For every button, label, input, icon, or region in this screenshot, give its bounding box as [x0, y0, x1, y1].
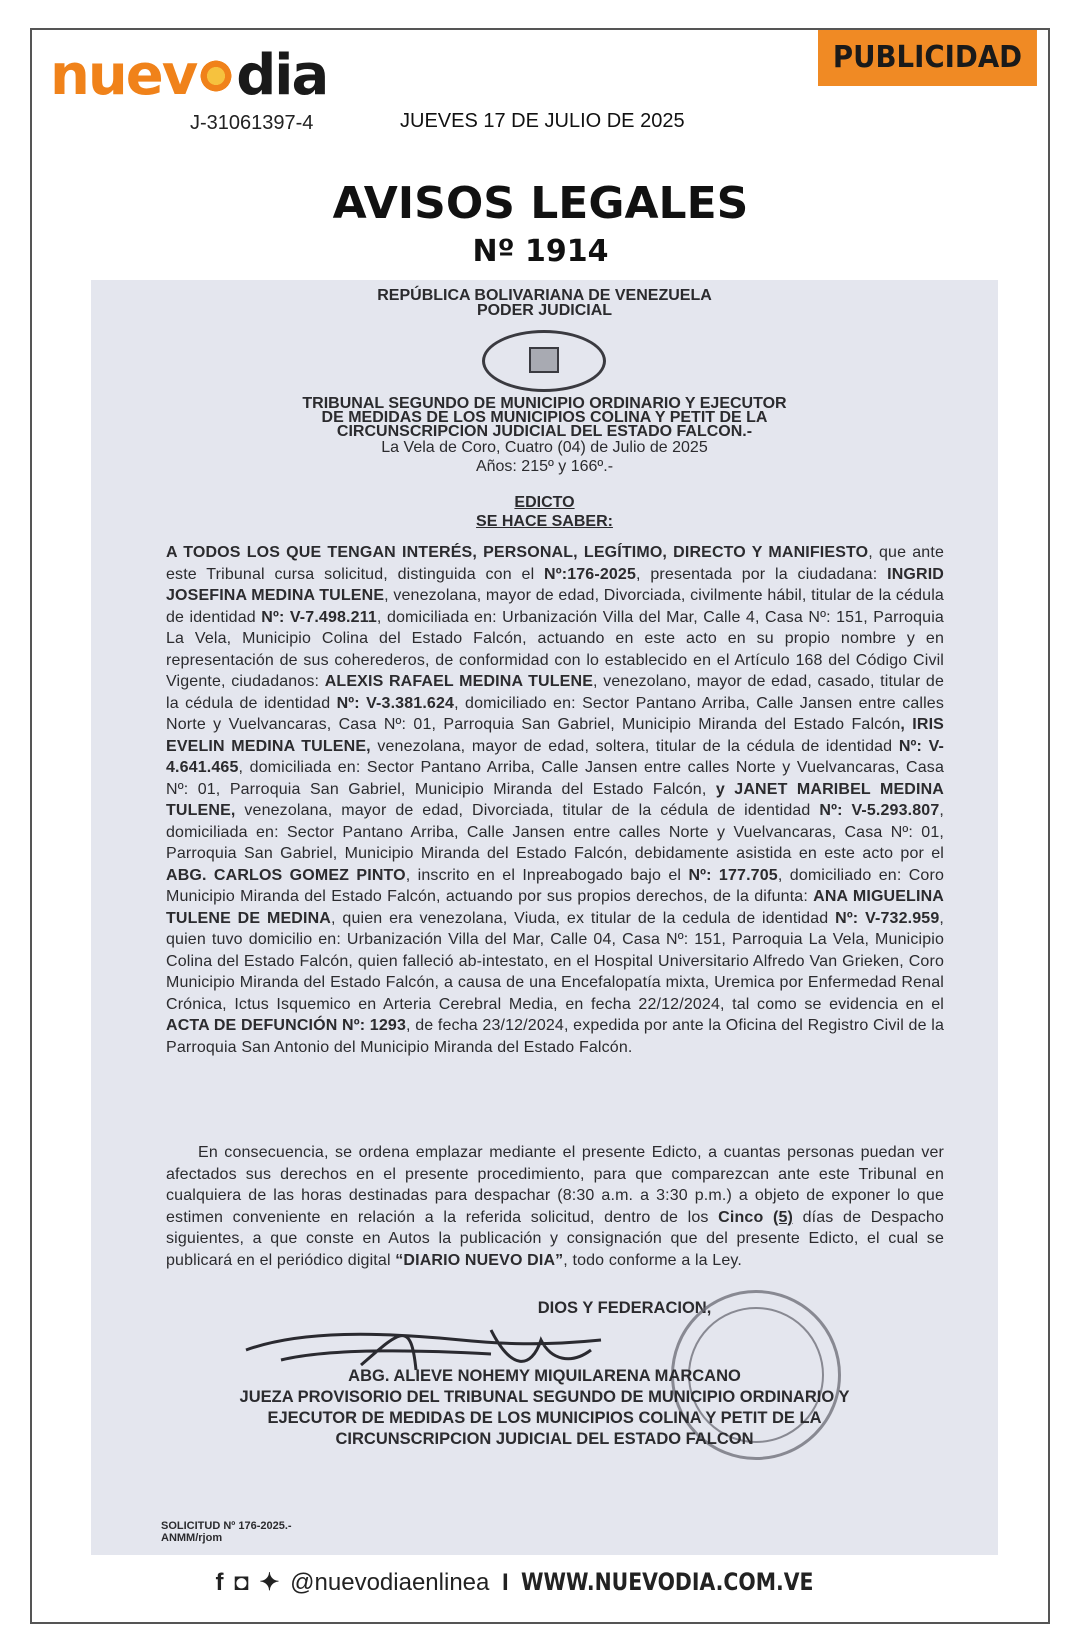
years-line: Años: 215º y 166º.-: [475, 458, 614, 475]
judicial-header: PODER JUDICIAL: [476, 302, 613, 319]
instagram-icon[interactable]: ◘: [234, 1569, 249, 1596]
facebook-icon[interactable]: f: [215, 1569, 224, 1596]
publication-date: JUEVES 17 DE JULIO DE 2025: [400, 110, 685, 132]
signer-role-3: CIRCUNSCRIPCION JUDICIAL DEL ESTADO FALCON: [335, 1430, 754, 1448]
notice-number: Nº 1914: [472, 234, 609, 269]
logo-text-part2: dia: [236, 43, 328, 108]
edicto-heading: EDICTO: [514, 494, 575, 511]
twitter-icon[interactable]: ✦: [259, 1569, 280, 1596]
rif-number: J-31061397-4: [190, 112, 314, 134]
footer-separator: I: [502, 1569, 509, 1596]
court-line-3: CIRCUNSCRIPCION JUDICIAL DEL ESTADO FALCON.-: [336, 423, 753, 440]
footer: [0, 1568, 1081, 1597]
website-link[interactable]: WWW.NUEVODIA.COM.VE: [521, 1568, 814, 1596]
edict-body-paragraph: A TODOS LOS QUE TENGAN INTERÉS, PERSONAL, LEGÍTIMO, DIRECTO Y MANIFIESTO, que ante este Tribunal cursa solicitud, distinguida con el Nº:176-2025, presentada por la ciudadana: INGRID JOSEFINA MEDINA TULENE, venezolana, mayor de edad, Divorciada, civilmente hábil, titular de la cédula de identidad Nº: V-7.498.211, domiciliada en: Urbanización Villa del Mar, Calle 4, Casa Nº: 151, Parroquia La Vela, Municipio Colina del Estado Falcón, actuando en este acto en su propio nombre y en representación de sus coherederos, de conformidad con lo establecido en el Artículo 168 del Código Civil Vigente, ciudadanos: ALEXIS RAFAEL MEDINA TULENE, venezolano, mayor de edad, casado, titular de la cédula de identidad Nº: V-3.381.624, domiciliado en: Sector Pantano Arriba, Calle Jansen entre calles Norte y Vuelvancaras, Casa Nº: 01, Parroquia San Gabriel, Municipio Miranda del Estado Falcón, IRIS EVELIN MEDINA TULENE, venezolana, mayor de edad, soltera, titular de la cédula de identidad Nº: V-4.641.465, domiciliada en: Sector Pantano Arriba, Calle Jansen entre calles Norte y Vuelvancaras, Casa Nº: 01, Parroquia San Gabriel, Municipio Miranda del Estado Falcón, y JANET MARIBEL MEDINA TULENE, venezolana, mayor de edad, Divorciada, titular de la cédula de identidad Nº: V-5.293.807, domiciliada en: Sector Pantano Arriba, Calle Jansen entre calles Norte y Vuelvancaras, Casa Nº: 01, Parroquia San Gabriel, Municipio Miranda del Estado Falcón, debidamente asistida en este acto por el ABG. CARLOS GOMEZ PINTO, inscrito en el Inpreabogado bajo el Nº: 177.705, domiciliado en: Coro Municipio Miranda del Estado Falcón, actuando por sus propios derechos, de la difunta: ANA MIGUELINA TULENE DE MEDINA, quien era venezolana, Viuda, ex titular de la cedula de identidad Nº: V-732.959, quien tuvo domicilio en: Urbanización Villa del Mar, Calle 04, Casa Nº: 151, Parroquia La Vela, Municipio Colina del Estado Falcón, quien falleció ab-intestato, en el Hospital Universitario Alfredo Van Grieken, Coro Municipio Miranda del Estado Falcón, a causa de una Encefalopatía mixta, Uremica por Enfermedad Renal Crónica, Ictus Isquemico en Arteria Cerebral Media, en fecha 22/12/2024, tal como se evidencia en el ACTA DE DEFUNCIÓN Nº: 1293, de fecha 23/12/2024, expedida por ante la Oficina del Registro Civil de la Parroquia San Antonio del Municipio Miranda del Estado Falcón.: [166, 544, 945, 1056]
signer-role-1: JUEZA PROVISORIO DEL TRIBUNAL SEGUNDO DE MUNICIPIO ORDINARIO Y: [239, 1388, 850, 1406]
page-title: AVISOS LEGALES: [332, 178, 749, 229]
scanned-edict: [91, 280, 998, 1555]
social-handle[interactable]: @nuevodiaenlinea: [290, 1569, 490, 1596]
signer-role-2: EJECUTOR DE MEDIDAS DE LOS MUNICIPIOS COLINA Y PETIT DE LA: [267, 1409, 822, 1427]
closing-salutation: DIOS Y FEDERACION,: [537, 1299, 712, 1317]
place-date: La Vela de Coro, Cuatro (04) de Julio de 2025: [381, 439, 708, 456]
sun-icon: [198, 58, 234, 94]
court-line-1: TRIBUNAL SEGUNDO DE MUNICIPIO ORDINARIO Y EJECUTOR: [302, 395, 787, 412]
se-hace-saber-heading: SE HACE SABER:: [476, 513, 613, 530]
court-seal-icon: [482, 330, 606, 392]
court-line-2: DE MEDIDAS DE LOS MUNICIPIOS COLINA Y PETIT DE LA: [321, 409, 768, 426]
signer-name: ABG. ALIEVE NOHEMY MIQUILARENA MARCANO: [348, 1367, 741, 1385]
logo-text-part1: nuev: [50, 43, 197, 108]
solicitud-reference: SOLICITUD Nº 176-2025.- ANMM/rjom: [161, 1520, 292, 1544]
republic-header: REPÚBLICA BOLIVARIANA DE VENEZUELA: [377, 287, 712, 304]
nuevodia-logo: [50, 44, 327, 108]
publicidad-badge: PUBLICIDAD: [818, 30, 1037, 86]
summons-paragraph: En consecuencia, se ordena emplazar mediante el presente Edicto, a cuantas personas puedan ver afectados sus derechos en el presente procedimiento, para que comparezcan ante este Tribunal en cualquiera de las horas destinadas para despachar (8:30 a.m. a 3:30 p.m.) a objeto de exponer lo que estimen conveniente en relación a la referida solicitud, dentro de los Cinco (5) días de Despacho siguientes, a que conste en Autos la publicación y consignación que del presente Edicto, el cual se publicará en el periódico digital “DIARIO NUEVO DIA”, todo conforme a la Ley.: [166, 1144, 944, 1269]
